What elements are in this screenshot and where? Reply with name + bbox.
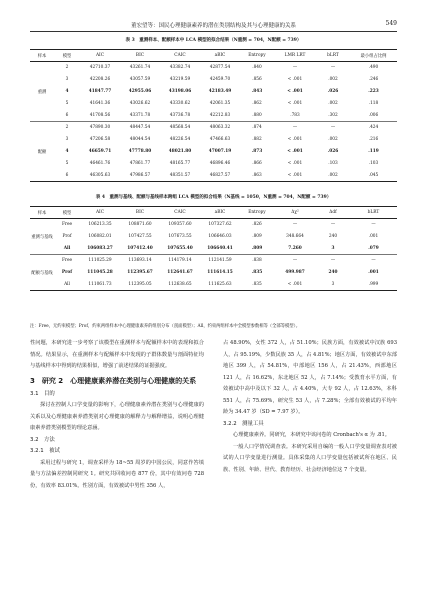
table-cell: .826 — [252, 222, 262, 228]
table-cell: 240 — [328, 234, 338, 239]
column-header: CAIC — [174, 53, 186, 58]
table-cell: 111614.15 — [207, 270, 233, 275]
column-header: CAIC — [174, 210, 186, 215]
table-cell: .999 — [368, 281, 379, 287]
page-number: 549 — [385, 20, 397, 27]
column-header: BIC — [135, 210, 145, 215]
table-cell: 4 — [65, 149, 69, 154]
table-cell: 47466.63 — [209, 137, 231, 142]
table-cell: .863 — [252, 172, 262, 178]
table-cell: — — [292, 125, 298, 131]
table-cell: Prof — [61, 270, 73, 275]
table-cell: — — [292, 222, 298, 228]
table-cell: — — [371, 222, 376, 228]
table-cell: .103 — [328, 161, 338, 166]
table-cell: .862 — [252, 101, 262, 106]
table-cell: 240 — [328, 270, 338, 275]
table-cell: .002 — [328, 137, 338, 142]
table-cell: 47206.58 — [89, 137, 111, 142]
table-cell: < .001 — [287, 149, 303, 154]
table-cell: .246 — [368, 77, 379, 82]
table-cell: 114179.14 — [168, 258, 192, 264]
table-cell: 43219.59 — [169, 77, 191, 82]
table-row — [30, 134, 397, 146]
table-row — [30, 219, 397, 231]
table-cell: 43382.74 — [169, 65, 191, 71]
table-cell: < .001 — [287, 77, 303, 82]
table-row — [30, 86, 397, 98]
table-cell: 107673.55 — [168, 234, 192, 239]
table-cell: .843 — [251, 89, 263, 94]
table-cell: 47986.57 — [129, 172, 151, 178]
table-cell: .866 — [252, 161, 262, 166]
header-rule — [30, 31, 397, 32]
column-header: 模型 — [62, 210, 72, 216]
table-cell: < .001 — [287, 137, 303, 142]
table-cell: .302 — [316, 110, 350, 122]
table-cell: 43330.62 — [169, 101, 191, 106]
table-cell: — — [330, 222, 336, 228]
table-cell: .001 — [368, 234, 379, 239]
table-cell: 47007.19 — [208, 149, 232, 154]
table3-header-row — [30, 50, 397, 62]
table-cell: 43371.78 — [120, 110, 160, 122]
table-cell: 107427.55 — [128, 234, 152, 239]
table-cell: 42061.35 — [209, 101, 231, 106]
table-cell: Free — [61, 258, 73, 264]
paragraph: 探讨在控制人口学变量的影响下，心理健康素养潜在类别与心理健康的关系以及心理健康素养潜类别对心理健康的解释力与解释增益，说明心理健康素养潜类别模型的理论意涵。 — [30, 402, 204, 431]
table-cell: < .001 — [287, 172, 303, 178]
subsection-heading: 3.2 方法 — [30, 436, 55, 443]
column-header: Entropy — [248, 53, 266, 58]
table-cell: 43736.78 — [160, 110, 200, 122]
table-cell: 112141.59 — [208, 258, 232, 264]
table-cell: 111045.28 — [87, 270, 113, 275]
table-cell: 2 — [65, 65, 69, 71]
table-cell: .809 — [240, 243, 274, 255]
table4 — [30, 206, 397, 291]
table-cell: 348.664 — [286, 234, 304, 239]
table-cell: .103 — [368, 161, 379, 166]
table-cell: — — [292, 258, 298, 264]
table4-caption: 表 4 重测与基线、配额与基线样本跨组 LCA 模型的拟合结果（N基线 = 1050，N重测 = 704，N配额 = 739） — [95, 195, 332, 200]
subsection-heading: 3.2.2 测量工具 — [223, 420, 264, 427]
table-cell: 48165.77 — [169, 161, 191, 166]
table-cell: 106082.01 — [88, 234, 112, 239]
table-cell: 112638.65 — [168, 281, 192, 287]
table-cell: 3 — [316, 243, 350, 255]
table-cell: 47861.77 — [129, 161, 151, 166]
table-cell: 42877.54 — [209, 65, 231, 71]
table-cell: All — [64, 281, 70, 287]
column-header: LMR LRT — [284, 53, 306, 58]
table-cell: 3 — [65, 77, 69, 82]
column-header: 最小组占比例 — [360, 53, 387, 59]
table-cell: 48044.54 — [129, 137, 151, 142]
paragraph: 一般人口学情况调查表。本研究采用自编的一般人口学变量调查表对被试的人口学变量进行测量。具体采集的人口学变量包括被试所在地区、民族、性别、年龄、世代、教育经历、社会经济地位这 7 个变量。 — [223, 443, 397, 473]
paragraph: 心理健康素养。同研究，本研究中该问卷的 Cronbach's α 为 .81。 — [233, 432, 390, 438]
table4-note: 注：Free，无约束模型；Prof，约束两组样本中心理健康素养的组别分布（剖面模型）；All，约束两组样本中全模型参数相等（全部等模型）。 — [30, 324, 301, 329]
table-cell: 46461.76 — [89, 161, 111, 166]
right-column — [223, 338, 397, 476]
column-header: Entropy — [248, 210, 266, 215]
table-row — [30, 122, 397, 134]
table-cell: 112395.05 — [128, 281, 152, 287]
table-cell: 48447.54 — [129, 125, 151, 131]
column-header: bLRT — [367, 210, 380, 215]
table-cell: 111625.63 — [208, 281, 232, 287]
table-cell: 48021.80 — [168, 149, 192, 154]
table-cell: 42955.06 — [128, 89, 152, 94]
table-cell: < .001 — [287, 161, 303, 166]
table-cell: — — [371, 258, 376, 264]
table-cell: 47778.80 — [128, 149, 152, 154]
table-cell: 42459.70 — [209, 77, 231, 82]
table-row — [30, 170, 397, 182]
table-cell: 113693.14 — [128, 258, 152, 264]
table-cell: < .001 — [287, 281, 303, 287]
table-cell: 47890.30 — [89, 125, 111, 131]
table-cell: .026 — [327, 89, 339, 94]
table3-caption: 表 3 重测样本、配额样本中 LCA 模型的拟合结果（N重测 = 704，N配额 = 739） — [125, 38, 302, 43]
table-cell: .880 — [240, 110, 274, 122]
table-row — [30, 74, 397, 86]
table-cell: .079 — [350, 243, 397, 255]
running-header-title: 董宏望等：国民心理健康素养的潜在类别结构及其与心理健康的关系 — [130, 23, 296, 29]
paragraph: 采用过程与研究 1，调查采样为 18~55 周岁的中国公民，同意作答填量与方法偏差控制同研究 1。研究共回收问卷 877 份，其中有效问卷 728 份，有效率 83.01%。性别方面，有效被试中男性 356 人， — [30, 459, 204, 489]
table-cell: .809 — [252, 234, 262, 239]
table-cell: 46827.57 — [209, 172, 231, 178]
paragraph: 性问题，本研究进一步考察了该模型在重测样本与配额样本中的表现和拟合情况。结果显示，在重测样本与配额样本中发现的子群体数量与剖面特征均与基线样本中得到的结果相似，增强了前述结果的证据强度。 — [30, 340, 204, 369]
table-row — [30, 110, 397, 122]
table-cell: 46305.63 — [89, 172, 111, 178]
table-cell: 5 — [65, 101, 69, 106]
table-cell: 43057.59 — [129, 77, 151, 82]
table-cell: 106646.03 — [208, 234, 232, 239]
table-cell: .835 — [251, 270, 263, 275]
table-cell: 107327.62 — [208, 222, 232, 228]
table-cell: .223 — [368, 89, 379, 94]
table-cell: 46659.71 — [88, 149, 112, 154]
table-cell: 42183.49 — [208, 89, 232, 94]
group-label: 重测与基线 — [30, 219, 54, 255]
table-cell: — — [330, 258, 336, 264]
table-cell: 2 — [65, 125, 69, 131]
paragraph: 占 48.90%，女性 372 人，占 51.10%；民族方面，有效被试中汉族 693 人，占 95.19%，少数民族 35 人，占 4.81%；地区方面，有效被试中东部地区 399 人，占 54.81%，中部地区 156 人，占 21.43%，西部地区 121 人，占 16.62%，东北地区 52 人，占 7.14%；受教育水平方面，有效被试中高中及以下 32 人，占 4.40%，大专 92 人，占 12.63%，本科 551 人，占 75.69%，研究生 53 人，占 7.28%；全部有效被试的平均年龄为 34.47 岁（SD = 7.97 岁）。 — [223, 340, 397, 415]
column-header: 样本 — [37, 210, 47, 216]
column-header: AIC — [95, 210, 105, 215]
group-label: 重测 — [30, 62, 54, 122]
table-cell: .424 — [368, 125, 379, 131]
table-cell: .835 — [252, 281, 262, 287]
column-header: BIC — [135, 53, 145, 58]
table-cell: .002 — [328, 101, 338, 106]
table-cell: .783 — [274, 110, 316, 122]
table-cell: 112395.67 — [127, 270, 153, 275]
table-cell: 48568.54 — [169, 125, 191, 131]
column-header: aBIC — [214, 53, 226, 58]
table-cell: Free — [61, 222, 73, 228]
table-cell: .119 — [368, 149, 379, 154]
table-row — [30, 146, 397, 158]
column-header: Δχ² — [291, 210, 299, 215]
group-label: 配额 — [37, 149, 47, 155]
table-cell: 108871.60 — [128, 222, 152, 228]
table-cell: All — [54, 243, 80, 255]
table-cell: 111061.73 — [88, 281, 112, 287]
table-cell: 106213.35 — [88, 222, 112, 228]
table-cell: .874 — [252, 125, 262, 131]
table-row — [30, 279, 397, 291]
column-header: AIC — [95, 53, 105, 58]
table-cell: 6 — [54, 110, 80, 122]
table-cell: .045 — [368, 172, 379, 178]
column-header: Δdf — [329, 210, 337, 215]
table-cell: 3 — [65, 137, 69, 142]
table-cell: .882 — [252, 137, 262, 142]
table-cell: 48063.32 — [209, 125, 231, 131]
table-cell: .118 — [368, 101, 379, 106]
table-cell: 42212.83 — [200, 110, 240, 122]
left-column — [30, 338, 204, 492]
table-row — [30, 255, 397, 267]
section-heading: 3 研究 2 心理健康素养潜在类别与心理健康的关系 — [30, 376, 197, 385]
table-row — [30, 62, 397, 74]
column-header: aBIC — [214, 210, 226, 215]
column-header: 模型 — [62, 53, 72, 59]
table-cell: 41847.77 — [88, 89, 112, 94]
table-cell: 109357.60 — [168, 222, 192, 228]
table-cell: .838 — [252, 258, 262, 264]
table-cell: 43198.06 — [168, 89, 192, 94]
table-cell: .840 — [252, 65, 262, 71]
table-cell: 42710.37 — [89, 65, 111, 71]
table-cell: 5 — [65, 161, 69, 166]
table-cell: 111025.29 — [88, 258, 112, 264]
column-header: 样本 — [37, 53, 47, 59]
table-cell: .002 — [328, 77, 338, 82]
table-cell: .026 — [327, 149, 339, 154]
table-cell: 7.260 — [274, 243, 316, 255]
table-cell: — — [330, 65, 336, 71]
table-cell: 107412.40 — [120, 243, 160, 255]
table-cell: < .001 — [287, 101, 303, 106]
table-cell: Prof — [62, 234, 72, 239]
table-cell: < .001 — [287, 89, 303, 94]
table-cell: 6 — [65, 172, 69, 178]
table-cell: 4 — [65, 89, 69, 94]
table-cell: 48351.57 — [169, 172, 191, 178]
table-cell: 41708.56 — [80, 110, 120, 122]
table-cell: 42208.26 — [89, 77, 111, 82]
table-cell: — — [330, 125, 336, 131]
table3 — [30, 49, 397, 182]
subsection-heading: 3.2.1 被试 — [30, 448, 60, 454]
table-cell: 106083.27 — [80, 243, 120, 255]
table-row — [30, 98, 397, 110]
table4-header-row — [30, 207, 397, 219]
table-cell: 41641.36 — [89, 101, 111, 106]
table-cell: .216 — [368, 137, 379, 142]
table-row — [30, 243, 397, 255]
table-row — [30, 231, 397, 243]
table-cell: .856 — [252, 77, 262, 82]
subsection-heading: 3.1 目的 — [30, 390, 55, 397]
table-cell: .002 — [328, 172, 338, 178]
table-cell: 43026.62 — [129, 101, 151, 106]
column-header: bLRT — [327, 53, 339, 58]
table-cell: — — [292, 65, 298, 71]
table-cell: 112641.67 — [167, 270, 193, 275]
group-label: 配额与基线 — [31, 270, 53, 276]
table-cell: .006 — [350, 110, 397, 122]
table-cell: 106640.41 — [200, 243, 240, 255]
table-row — [30, 158, 397, 170]
table-cell: 499.987 — [285, 270, 305, 275]
table-cell: 43261.74 — [129, 65, 151, 71]
table-cell: .001 — [368, 270, 379, 275]
table-cell: 46896.46 — [209, 161, 231, 166]
table-row — [30, 267, 397, 279]
table-cell: 3 — [331, 281, 335, 287]
table-cell: 107655.40 — [160, 243, 200, 255]
table-cell: 48226.54 — [169, 137, 191, 142]
table-cell: .873 — [251, 149, 263, 154]
table-cell: .490 — [368, 65, 379, 71]
